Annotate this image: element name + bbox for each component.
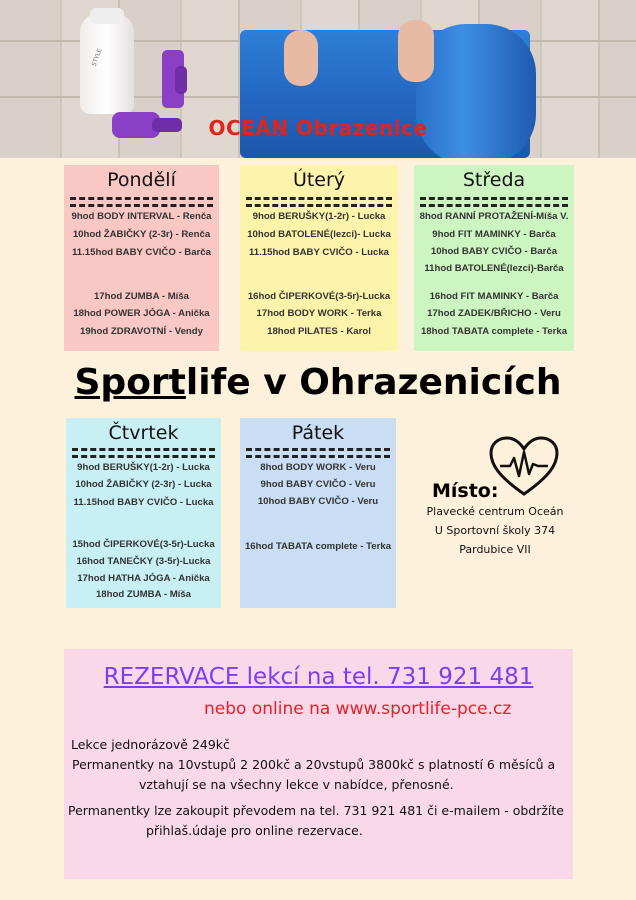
bottle-label: STYLE: [90, 47, 104, 68]
lesson-item: 9hod FIT MAMINKY - Barča: [432, 229, 556, 240]
lesson-item: 11.15hod BABY CVIČO - Lucka: [73, 497, 214, 508]
price-passes: Permanentky na 10vstupů 2 200kč a 20vstupů 3800kč s platností 6 měsíců a: [72, 757, 556, 772]
lesson-item: 19hod ZDRAVOTNÍ - Vendy: [80, 326, 203, 337]
lesson-item: 9hod BERUŠKY(1-2r) - Lucka: [252, 211, 386, 222]
day-name: Úterý: [292, 169, 346, 191]
lesson-item: 16hod ČIPERKOVÉ(3-5r)-Lucka: [247, 291, 391, 302]
heart-pulse-icon: [488, 436, 560, 498]
day-box-ctvrtek: [66, 418, 221, 608]
lesson-item: 8hod RANNÍ PROTAŽENÍ-Míša V.: [419, 211, 569, 222]
location-line: U Sportovní školy 374: [434, 524, 556, 537]
lesson-item: 16hod TANEČKY (3-5r)-Lucka: [76, 556, 211, 567]
day-box-streda: [414, 165, 574, 351]
dashed-divider: [72, 455, 215, 458]
lesson-item: 8hod BODY WORK - Veru: [260, 462, 376, 473]
reservation-box: [64, 649, 573, 879]
water-bottle-image: [80, 14, 134, 114]
lesson-item: 10hod ŽABIČKY (2-3r) - Renča: [72, 229, 211, 240]
dashed-divider: [70, 204, 213, 207]
lesson-item: 11.15hod BABY CVIČO - Lucka: [248, 247, 390, 258]
lesson-item: 17hod ZADEK/BŘICHO - Veru: [427, 308, 561, 319]
lesson-item: 16hod FIT MAMINKY - Barča: [429, 291, 559, 302]
lesson-item: 10hod ŽABIČKY (2-3r) - Lucka: [75, 479, 212, 490]
lesson-item: 15hod ČIPERKOVÉ(3-5r)-Lucka: [72, 539, 215, 550]
hand-right-image: [398, 20, 434, 82]
lesson-item: 18hod TABATA complete - Terka: [420, 326, 568, 337]
lesson-item: 10hod BABY CVIČO - Barča: [430, 246, 558, 257]
day-box-pondeli: [64, 165, 219, 351]
day-name: Středa: [462, 169, 526, 191]
hero-photo: [0, 0, 636, 158]
lesson-item: 17hod BODY WORK - Terka: [256, 308, 382, 319]
day-name: Čtvrtek: [108, 422, 179, 444]
lesson-item: 16hod TABATA complete - Terka: [244, 541, 392, 552]
price-passes-note: vztahují se na všechny lekce v nabídce, přenosné.: [139, 777, 454, 792]
lesson-item: 10hod BABY CVIČO - Veru: [257, 496, 379, 507]
main-title-rest: v Ohrazenicích: [250, 362, 562, 403]
reservation-phone-link[interactable]: REZERVACE lekcí na tel. 731 921 481: [103, 664, 534, 690]
day-name: Pátek: [291, 422, 345, 444]
dashed-divider: [420, 204, 568, 207]
location-line: Pardubice VII: [459, 543, 531, 556]
reservation-online-link[interactable]: nebo online na www.sportlife-pce.cz: [204, 699, 512, 719]
passes-purchase-note: přihlaš.údaje pro online rezervace.: [146, 823, 363, 838]
dashed-divider: [70, 197, 213, 200]
dashed-divider: [420, 197, 568, 200]
passes-purchase-info: Permanentky lze zakoupit převodem na tel. 731 921 481 či e-mailem - obdržíte: [68, 803, 564, 818]
lesson-item: 18hod PILATES - Karol: [267, 326, 371, 337]
dashed-divider: [246, 197, 392, 200]
bottle-cap: [90, 8, 124, 24]
location-line: Plavecké centrum Oceán: [426, 505, 564, 518]
day-box-patek: [240, 418, 396, 608]
price-single: Lekce jednorázově 249kč: [71, 737, 230, 752]
day-box-utery: [240, 165, 398, 351]
dashed-divider: [246, 448, 390, 451]
dashed-divider: [72, 448, 215, 451]
lesson-item: 11.15hod BABY CVIČO - Barča: [72, 247, 211, 258]
lesson-item: 9hod BODY INTERVAL - Renča: [71, 211, 212, 222]
dashed-divider: [246, 455, 390, 458]
lesson-item: 17hod HATHA JÓGA - Anička: [77, 573, 210, 584]
lesson-item: 18hod POWER JÓGA - Anička: [73, 308, 210, 319]
lesson-item: 9hod BERUŠKY(1-2r) - Lucka: [77, 462, 210, 473]
location-label: Místo:: [432, 480, 499, 502]
main-title: [0, 362, 636, 403]
lesson-item: 18hod ZUMBA - Míša: [95, 589, 192, 600]
main-title-life: life: [185, 362, 251, 403]
lesson-item: 17hod ZUMBA - Míša: [93, 291, 190, 302]
dashed-divider: [246, 204, 392, 207]
location-address: [420, 502, 570, 559]
day-name: Pondělí: [107, 169, 176, 191]
lesson-item: 11hod BATOLENÉ(lezci)-Barča: [424, 263, 564, 274]
hand-left-image: [284, 30, 318, 86]
lesson-item: 10hod BATOLENÉ(lezci)- Lucka: [247, 229, 391, 240]
main-title-sport: Sport: [74, 362, 186, 403]
dumbbell-handle: [175, 66, 187, 94]
lesson-item: 9hod BABY CVIČO - Veru: [260, 479, 376, 490]
hero-title: OCEÁN Obrazenice: [208, 116, 428, 140]
